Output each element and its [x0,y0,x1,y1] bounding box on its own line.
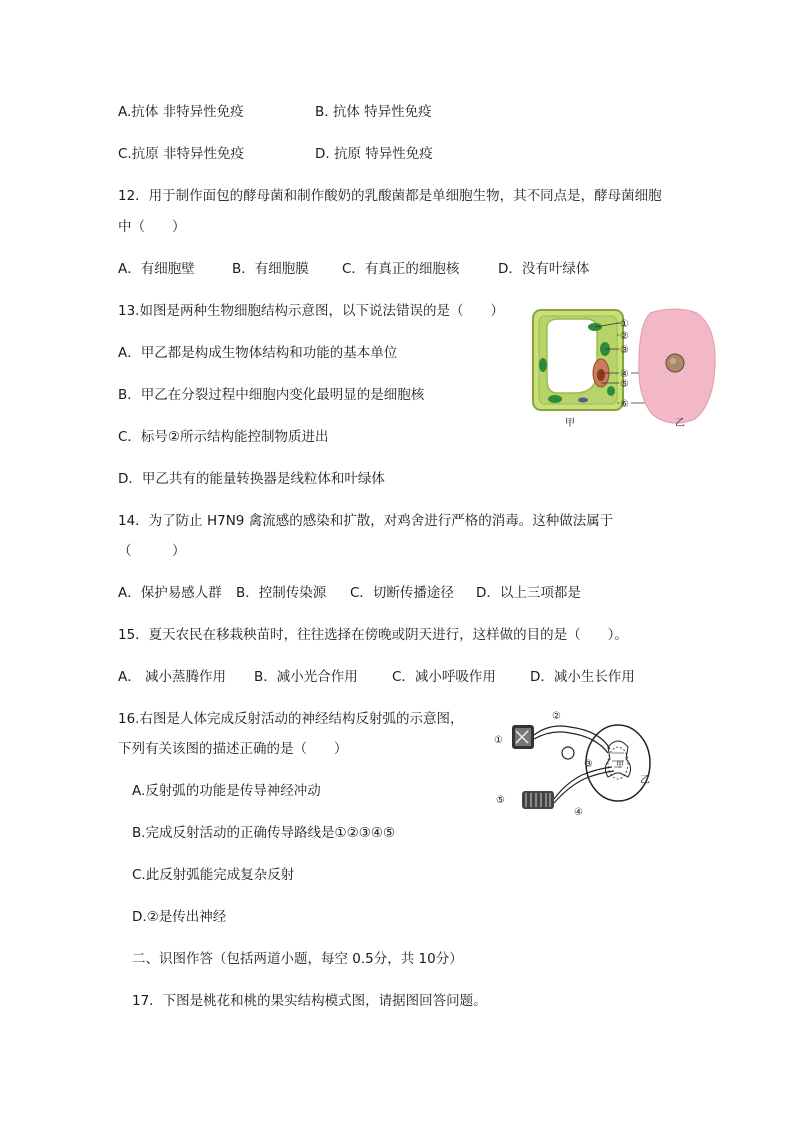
reflex-arc-figure [490,705,675,825]
q11-option-d: D. 抗原 特异性免疫 [315,146,433,162]
q16-option-b: B.完成反射活动的正确传导路线是①②③④⑤ [132,825,396,841]
q12-option-d: D．没有叶绿体 [498,261,590,277]
q14-option-d: D．以上三项都是 [476,585,581,601]
reflex-label-yi: 乙 [640,775,650,786]
cell-label-5: ⑤ [620,379,629,390]
q15-option-d: D．减小生长作用 [530,669,635,685]
receptor-skin [512,725,534,749]
cell-label-6: ⑥ [620,399,629,410]
q13-option-a: A．甲乙都是构成生物体结构和功能的基本单位 [118,345,398,361]
q12-stem-line1: 12．用于制作面包的酵母菌和制作酸奶的乳酸菌都是单细胞生物，其不同点是，酵母菌细胞 [118,188,662,204]
q15-stem: 15．夏天农民在移栽秧苗时，往往选择在傍晚或阴天进行，这样做的目的是（ ）。 [118,627,628,643]
q13-option-b: B．甲乙在分裂过程中细胞内变化最明显的是细胞核 [118,387,425,403]
q16-stem-line1: 16.右图是人体完成反射活动的神经结构反射弧的示意图， [118,711,464,727]
q14-option-b: B．控制传染源 [236,585,327,601]
reflex-label-5: ⑤ [496,795,505,806]
reflex-label-1: ① [494,735,503,746]
q16-option-d: D.②是传出神经 [132,909,227,925]
q14-stem-line2: （ ） [118,543,186,559]
q13-stem: 13.如图是两种生物细胞结构示意图，以下说法错误的是（ ） [118,303,504,319]
q11-option-a: A.抗体 非特异性免疫 [118,104,244,120]
reflex-label-4: ④ [574,807,583,818]
q12-option-b: B．有细胞膜 [232,261,309,277]
q17-stem: 17．下图是桃花和桃的果实结构模式图，请据图回答问题。 [132,993,487,1009]
reflex-label-3: ③ [584,759,593,770]
q16-option-c: C.此反射弧能完成复杂反射 [132,867,295,883]
cell-label-2: ② [620,331,629,342]
q11-option-b: B. 抗体 特异性免疫 [315,104,432,120]
q13-option-c: C．标号②所示结构能控制物质进出 [118,429,329,445]
q15-option-b: B．减小光合作用 [254,669,358,685]
q14-stem-line1: 14．为了防止 H7N9 禽流感的感染和扩散，对鸡舍进行严格的消毒。这种做法属于 [118,513,614,529]
animal-cell-yi [639,309,715,423]
q12-option-a: A．有细胞壁 [118,261,195,277]
q16-option-a: A.反射弧的功能是传导神经冲动 [132,783,321,799]
label-jia: 甲 [565,418,575,429]
q14-option-a: A．保护易感人群 [118,585,222,601]
plant-cell-jia [533,310,623,410]
cell-label-1: ① [620,319,629,330]
q15-option-a: A． 减小蒸腾作用 [118,669,227,685]
q12-stem-line2: 中（ ） [118,219,186,235]
q15-option-c: C．减小呼吸作用 [392,669,496,685]
reflex-label-2: ② [552,711,561,722]
reflex-label-jia: 甲 [616,760,624,769]
label-yi: 乙 [675,418,685,429]
q12-option-c: C．有真正的细胞核 [342,261,460,277]
q16-stem-line2: 下列有关该图的描述正确的是（ ） [118,741,348,757]
q11-option-c: C.抗原 非特异性免疫 [118,146,245,162]
cell-label-4: ④ [620,369,629,380]
effector-muscle [522,791,554,809]
cell-structure-figure [525,305,725,430]
cell-label-3: ③ [620,345,629,356]
q14-option-c: C．切断传播途径 [350,585,454,601]
q13-option-d: D．甲乙共有的能量转换器是线粒体和叶绿体 [118,471,385,487]
section-2-heading: 二、识图作答（包括两道小题，每空 0.5分，共 10分） [132,951,463,967]
